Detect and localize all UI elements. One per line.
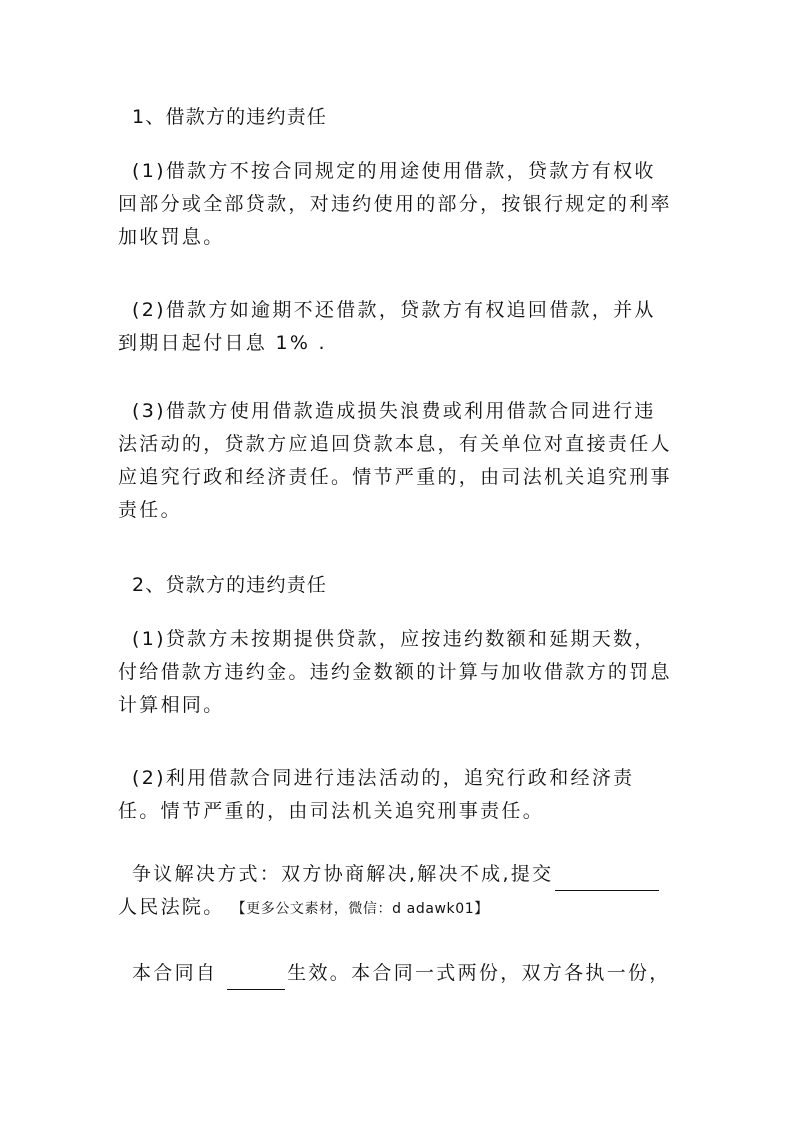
material-note: 【更多公文素材，微信：d adawk01】 <box>238 901 489 917</box>
borrower-clause-2: (2)借款方如逾期不还借款，贷款方有权追回借款，并从到期日起付日息 1% . <box>118 299 656 354</box>
borrower-clause-1: (1)借款方不按合同规定的用途使用借款，贷款方有权收回部分或全部贷款，对违约使用的部分，按银行规定的利率加收罚息。 <box>118 160 672 248</box>
court-name-blank <box>555 868 659 891</box>
effective-suffix: 生效。本合同一式两份，双方各执一份， <box>287 962 671 984</box>
dispute-resolution-court-suffix: 人民法院。 <box>118 896 225 918</box>
dispute-resolution-clause <box>118 858 674 926</box>
effective-prefix: 本合同自 <box>132 962 218 984</box>
borrower-liability-heading: 1、借款方的违约责任 <box>132 106 328 128</box>
lender-clause-2: (2)利用借款合同进行违法活动的，追究行政和经济责任。情节严重的，由司法机关追究刑事责任。 <box>118 767 635 822</box>
borrower-clause-3: (3)借款方使用借款造成损失浪费或利用借款合同进行违法活动的，贷款方应追回贷款本息，有关单位对直接责任人应追究行政和经济责任。情节严重的，由司法机关追究刑事责任。 <box>118 400 672 521</box>
lender-liability-heading: 2、贷款方的违约责任 <box>132 574 328 596</box>
dispute-resolution-text: 争议解决方式：双方协商解决,解决不成,提交 <box>132 863 554 885</box>
effective-date-blank <box>227 967 285 990</box>
lender-clause-1: (1)贷款方未按期提供贷款，应按违约数额和延期天数，付给借款方违约金。违约金数额的计算与加收借款方的罚息计算相同。 <box>118 628 672 716</box>
effective-date-clause <box>118 957 674 990</box>
